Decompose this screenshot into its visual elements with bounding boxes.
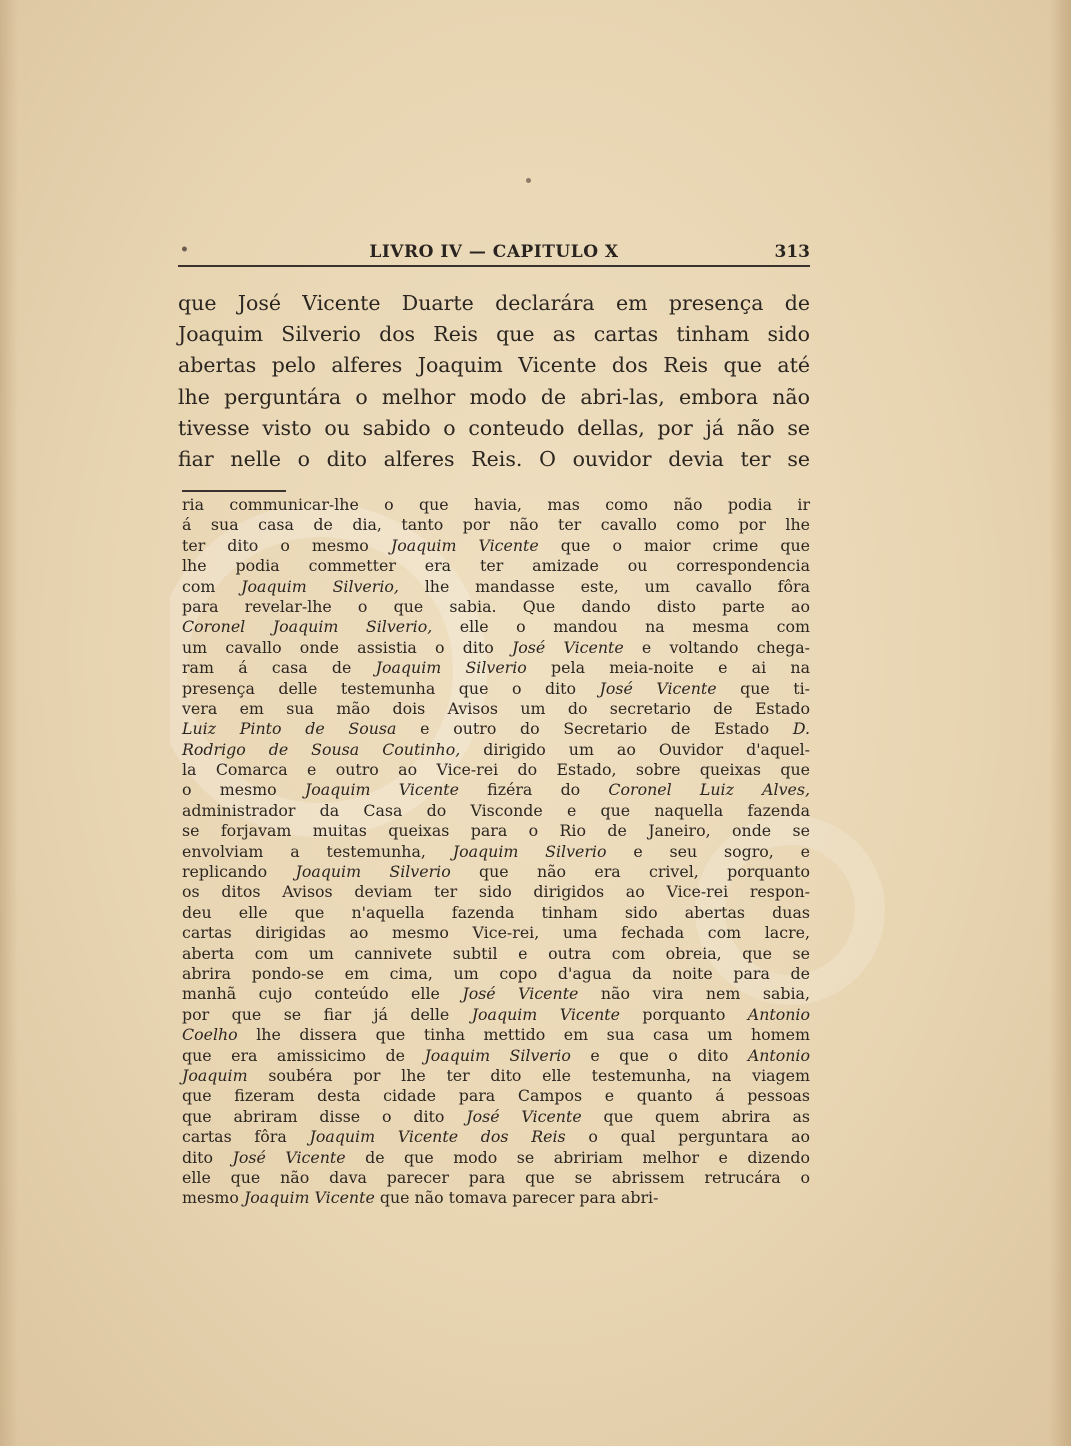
footnote-run: que não tomava parecer para abri- <box>374 1188 659 1208</box>
footnote-italic-run: Joaquim Silverio <box>452 841 607 861</box>
footnote-line <box>182 944 810 964</box>
footnote-italic-run: José Vicente <box>232 1147 346 1167</box>
footnote-run: vera em sua mão dois Avisos um do secretario de Estado <box>182 698 810 718</box>
page-edge-shadow-left <box>0 0 18 1446</box>
footnote-run: ter dito o mesmo <box>182 535 391 555</box>
footnote-run: administrador da Casa do Visconde e que naquella fazenda <box>182 800 810 820</box>
footnote-run: os ditos Avisos deviam ter sido dirigidos ao Vice-rei respon- <box>182 882 810 902</box>
page-edge-shadow-right <box>1049 0 1071 1446</box>
footnote-italic-run: José Vicente <box>599 678 717 698</box>
footnote-run: que abriram disse o dito <box>182 1106 467 1126</box>
footnote-run: lhe podia commetter era ter amizade ou correspondencia <box>182 556 810 576</box>
footnote-run: pela meia-noite e ai na <box>526 658 810 678</box>
footnote-line <box>182 923 810 943</box>
footnote-run: mesmo <box>182 1188 244 1208</box>
ink-speck <box>526 178 531 183</box>
footnote-run: que ti- <box>716 678 810 698</box>
footnote-line <box>182 1046 810 1066</box>
footnote-line <box>182 821 810 841</box>
footnote-run: o mesmo <box>182 780 305 800</box>
running-title: LIVRO IV — CAPITULO X <box>369 242 619 262</box>
footnote-line <box>182 862 810 882</box>
footnote-line <box>182 617 810 637</box>
footnote-line <box>182 1025 810 1045</box>
footnote-line <box>182 740 810 760</box>
footnote-run: la Comarca e outro ao Vice-rei do Estado, sobre queixas que <box>182 760 810 780</box>
footnote-line <box>182 495 810 515</box>
footnote-line <box>182 577 810 597</box>
footnote-line <box>182 556 810 576</box>
footnote-italic-run: Coronel Joaquim Silverio, <box>182 617 433 637</box>
footnote-italic-run: Joaquim Vicente <box>471 1004 620 1024</box>
footnote-run: e outro do Secretario de Estado <box>396 719 793 739</box>
footnote-run: e voltando chega- <box>623 637 810 657</box>
footnote-run: soubéra por lhe ter dito elle testemunha, na viagem <box>247 1065 810 1085</box>
footnote-run: replicando <box>182 862 296 882</box>
footnote-line <box>182 515 810 535</box>
footnote-line <box>182 597 810 617</box>
footnote-line <box>182 1107 810 1127</box>
footnote-italic-run: Joaquim Vicente <box>243 1188 375 1208</box>
footnote-line <box>182 536 810 556</box>
footnote-run: cartas dirigidas ao mesmo Vice-rei, uma fechada com lacre, <box>182 923 810 943</box>
footnote-italic-run: Joaquim Vicente <box>390 535 539 555</box>
footnote-italic-run: Joaquim Vicente dos Reis <box>309 1127 566 1147</box>
footnote-run: que era amissicimo de <box>182 1045 425 1065</box>
footnote-italic-run: Joaquim Silverio <box>375 658 527 678</box>
footnote-line <box>182 1188 810 1208</box>
footnote-run: ria communicar-lhe o que havia, mas como não podia ir <box>182 495 810 514</box>
footnote-run: que não era crivel, porquanto <box>450 862 811 882</box>
footnote-run: para revelar-lhe o que sabia. Que dando disto parte ao <box>182 596 810 616</box>
footnote-run: lhe dissera que tinha mettido em sua casa um homem <box>237 1025 810 1045</box>
footnote-line <box>182 1168 810 1188</box>
footnote-run: não vira nem sabia, <box>578 984 810 1004</box>
footnote-italic-run: José Vicente <box>511 637 624 657</box>
main-line: abertas pelo alferes Joaquim Vicente dos Reis que até <box>178 353 810 378</box>
footnote-line <box>182 1148 810 1168</box>
footnote-run: elle que não dava parecer para que se abrissem retrucára o <box>182 1167 810 1187</box>
footnote-run: porquanto <box>619 1004 748 1024</box>
footnote-line <box>182 1066 810 1086</box>
footnote-run: e seu sogro, e <box>606 841 810 861</box>
footnote-run: com <box>182 576 242 596</box>
footnote-italic-run: D. <box>792 719 810 739</box>
footnote-italic-run: Joaquim Silverio, <box>241 576 399 596</box>
footnote-line <box>182 964 810 984</box>
footnote-run: que fizeram desta cidade para Campos e quanto á pessoas <box>182 1086 810 1106</box>
footnote-run: dito <box>182 1147 233 1167</box>
footnote-italic-run: Coelho <box>182 1025 238 1045</box>
header-bullet: • <box>180 242 189 258</box>
footnote-run: um cavallo onde assistia o dito <box>182 637 512 657</box>
main-line: Joaquim Silverio dos Reis que as cartas tinham sido <box>178 322 810 347</box>
footnote-run: deu elle que n'aquella fazenda tinham sido abertas duas <box>182 902 810 922</box>
main-line: tivesse visto ou sabido o conteudo dellas, por já não se <box>178 415 810 440</box>
footnote-italic-run: Luiz Pinto de Sousa <box>182 719 397 739</box>
footnote-run: cartas fôra <box>182 1127 310 1147</box>
footnote-italic-run: Joaquim Silverio <box>295 862 451 882</box>
footnote-line <box>182 780 810 800</box>
footnote-italic-run: Joaquim Silverio <box>424 1045 571 1065</box>
footnote-run: dirigido um ao Ouvidor d'aquel- <box>460 739 810 759</box>
footnote-run: elle o mandou na mesma com <box>432 617 810 637</box>
footnote-run: aberta com um cannivete subtil e outra com obreia, que se <box>182 943 810 963</box>
footnote-line <box>182 699 810 719</box>
footnote-run: abrira pondo-se em cima, um copo d'agua da noite para de <box>182 963 810 983</box>
footnote-run: se forjavam muitas queixas para o Rio de Janeiro, onde se <box>182 821 810 841</box>
footnote-italic-run: Rodrigo de Sousa Coutinho, <box>182 739 461 759</box>
footnote-run: de que modo se abririam melhor e dizendo <box>345 1147 810 1167</box>
footnote-run: o qual perguntara ao <box>565 1127 810 1147</box>
running-header <box>178 240 810 266</box>
footnote-line <box>182 1086 810 1106</box>
main-line: que José Vicente Duarte declarára em presença de <box>178 291 810 315</box>
footnote-line <box>182 638 810 658</box>
footnote-run: e que o dito <box>570 1045 748 1065</box>
footnote-line <box>182 984 810 1004</box>
footnote-run: que o maior crime que <box>538 535 810 555</box>
footnote-run: ram á casa de <box>182 658 376 678</box>
footnote-rule <box>182 490 286 492</box>
footnote-italic-run: Antonio <box>747 1004 810 1024</box>
footnote-line <box>182 719 810 739</box>
footnote-run: lhe mandasse este, um cavallo fôra <box>398 576 811 596</box>
main-text <box>178 288 810 475</box>
footnote-run: envolviam a testemunha, <box>182 841 453 861</box>
footnote-italic-run: Antonio <box>747 1045 810 1065</box>
footnote-run: fizéra do <box>458 780 609 800</box>
footnote-run: presença delle testemunha que o dito <box>182 678 600 698</box>
footnote-italic-run: José Vicente <box>466 1106 582 1126</box>
footnote-line <box>182 658 810 678</box>
footnote-italic-run: José Vicente <box>462 984 579 1004</box>
footnote-line <box>182 801 810 821</box>
footnote-italic-run: Joaquim Vicente <box>304 780 459 800</box>
footnote-italic-run: Joaquim <box>182 1065 248 1085</box>
footnote-line <box>182 679 810 699</box>
main-line: lhe perguntára o melhor modo de abri-las, embora não <box>178 384 810 409</box>
footnote-line <box>182 882 810 902</box>
footnote-run: á sua casa de dia, tanto por não ter cavallo como por lhe <box>182 515 810 535</box>
footnote-line <box>182 1127 810 1147</box>
footnote-run: por que se fiar já delle <box>182 1004 472 1024</box>
footnote-italic-run: Coronel Luiz Alves, <box>608 780 810 800</box>
footnote-text <box>182 495 810 1209</box>
page-number: 313 <box>774 242 810 262</box>
footnote-run: que quem abrira as <box>581 1106 810 1126</box>
main-line: fiar nelle o dito alferes Reis. O ouvidor devia ter se <box>178 446 810 471</box>
footnote-line <box>182 842 810 862</box>
header-rule <box>178 265 810 267</box>
footnote-line <box>182 1005 810 1025</box>
footnote-line <box>182 760 810 780</box>
footnote-run: manhã cujo conteúdo elle <box>182 984 463 1004</box>
footnote-line <box>182 903 810 923</box>
